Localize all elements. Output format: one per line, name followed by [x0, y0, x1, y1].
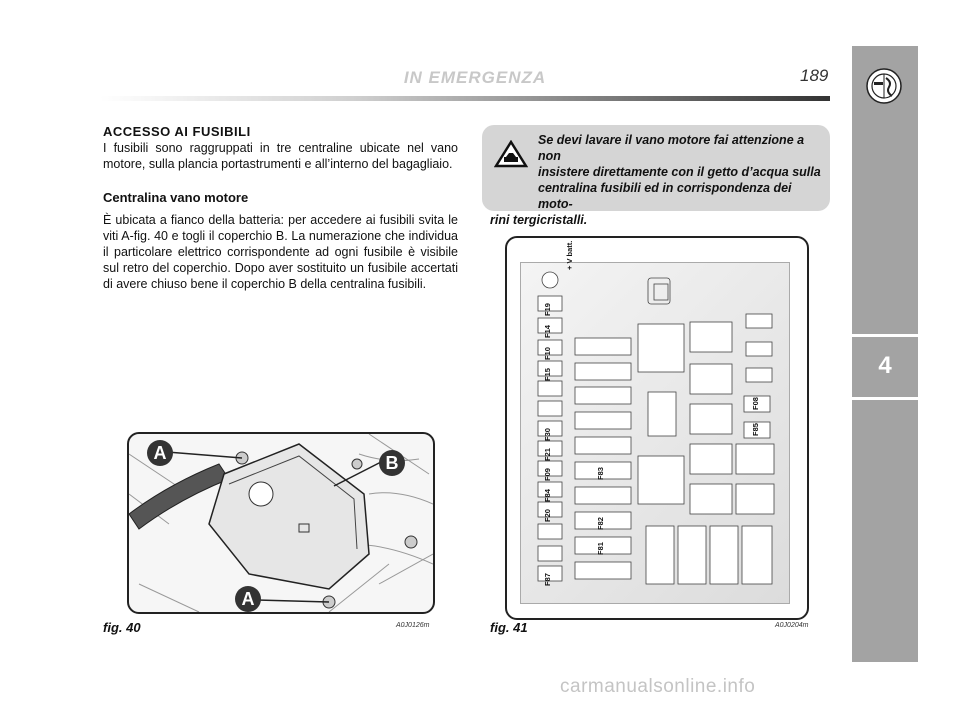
fuse-label: F09: [543, 468, 552, 481]
fuse-label: F83: [596, 467, 605, 480]
alfa-romeo-logo-icon: [866, 68, 902, 104]
figure-40-illustration: [127, 432, 435, 614]
section-heading: ACCESSO AI FUSIBILI: [103, 124, 251, 139]
fuse-label: F30: [543, 428, 552, 441]
watermark-text: carmanualsonline.info: [560, 676, 756, 697]
fuse-label: F15: [543, 368, 552, 381]
page-number: 189: [800, 66, 829, 85]
warning-line: insistere direttamente con il getto d’acqua sulla: [538, 165, 821, 179]
callout-label-a: A: [147, 440, 173, 466]
callout-label-b: B: [379, 450, 405, 476]
warning-text: [490, 132, 822, 228]
warning-line: Se devi lavare il vano motore fai attenzione a non: [538, 133, 805, 163]
fuse-label: F19: [543, 303, 552, 316]
chapter-number: 4: [878, 352, 892, 379]
callout-label-a: A: [235, 586, 261, 612]
lock-symbol-icon: [648, 278, 670, 304]
fuse-label: F85: [751, 423, 760, 436]
figure-40-caption: fig. 40: [103, 620, 141, 635]
paragraph-engine-box: È ubicata a fianco della batteria: per accedere ai fusibili svita le viti A-fig. 40 e togli il coperchio B. La numerazione che individua il particolare elettrico corrispondente ad ogni fusibile è visibile sul retro del coperchio. Dopo aver sostituito un fusibile accertati di avere chiuso bene il coperchio B della centralina fusibili.: [103, 213, 458, 291]
fuse-label: F87: [543, 573, 552, 586]
figure-40-code: A0J0126m: [396, 622, 430, 629]
battery-label: + V batt.: [565, 240, 574, 270]
fuse-label: F21: [543, 448, 552, 461]
sub-heading-engine-box: Centralina vano motore: [103, 190, 249, 205]
fuse-box-diagram: [520, 262, 788, 602]
fuse-label: F10: [543, 347, 552, 360]
warning-line: centralina fusibili ed in corrispondenza dei moto-: [538, 181, 792, 211]
fuse-label: F08: [751, 397, 760, 410]
section-title: IN EMERGENZA: [403, 68, 547, 87]
fuse-label: F84: [543, 489, 552, 502]
fuse-label: F82: [596, 517, 605, 530]
figure-41-caption: fig. 41: [490, 620, 528, 635]
fuse-label: F20: [543, 509, 552, 522]
paragraph-fuse-access: I fusibili sono raggruppati in tre centraline ubicate nel vano motore, sulla plancia portastrumenti e all’interno del bagagliaio.: [103, 141, 458, 171]
figure-41-code: A0J0204m: [775, 622, 809, 629]
header-rule: [100, 96, 830, 101]
fuse-label: F14: [543, 325, 552, 338]
fuse-label: F81: [596, 542, 605, 555]
sidebar-bottom-block: [852, 400, 918, 662]
warning-line: rini tergicristalli.: [490, 213, 588, 227]
